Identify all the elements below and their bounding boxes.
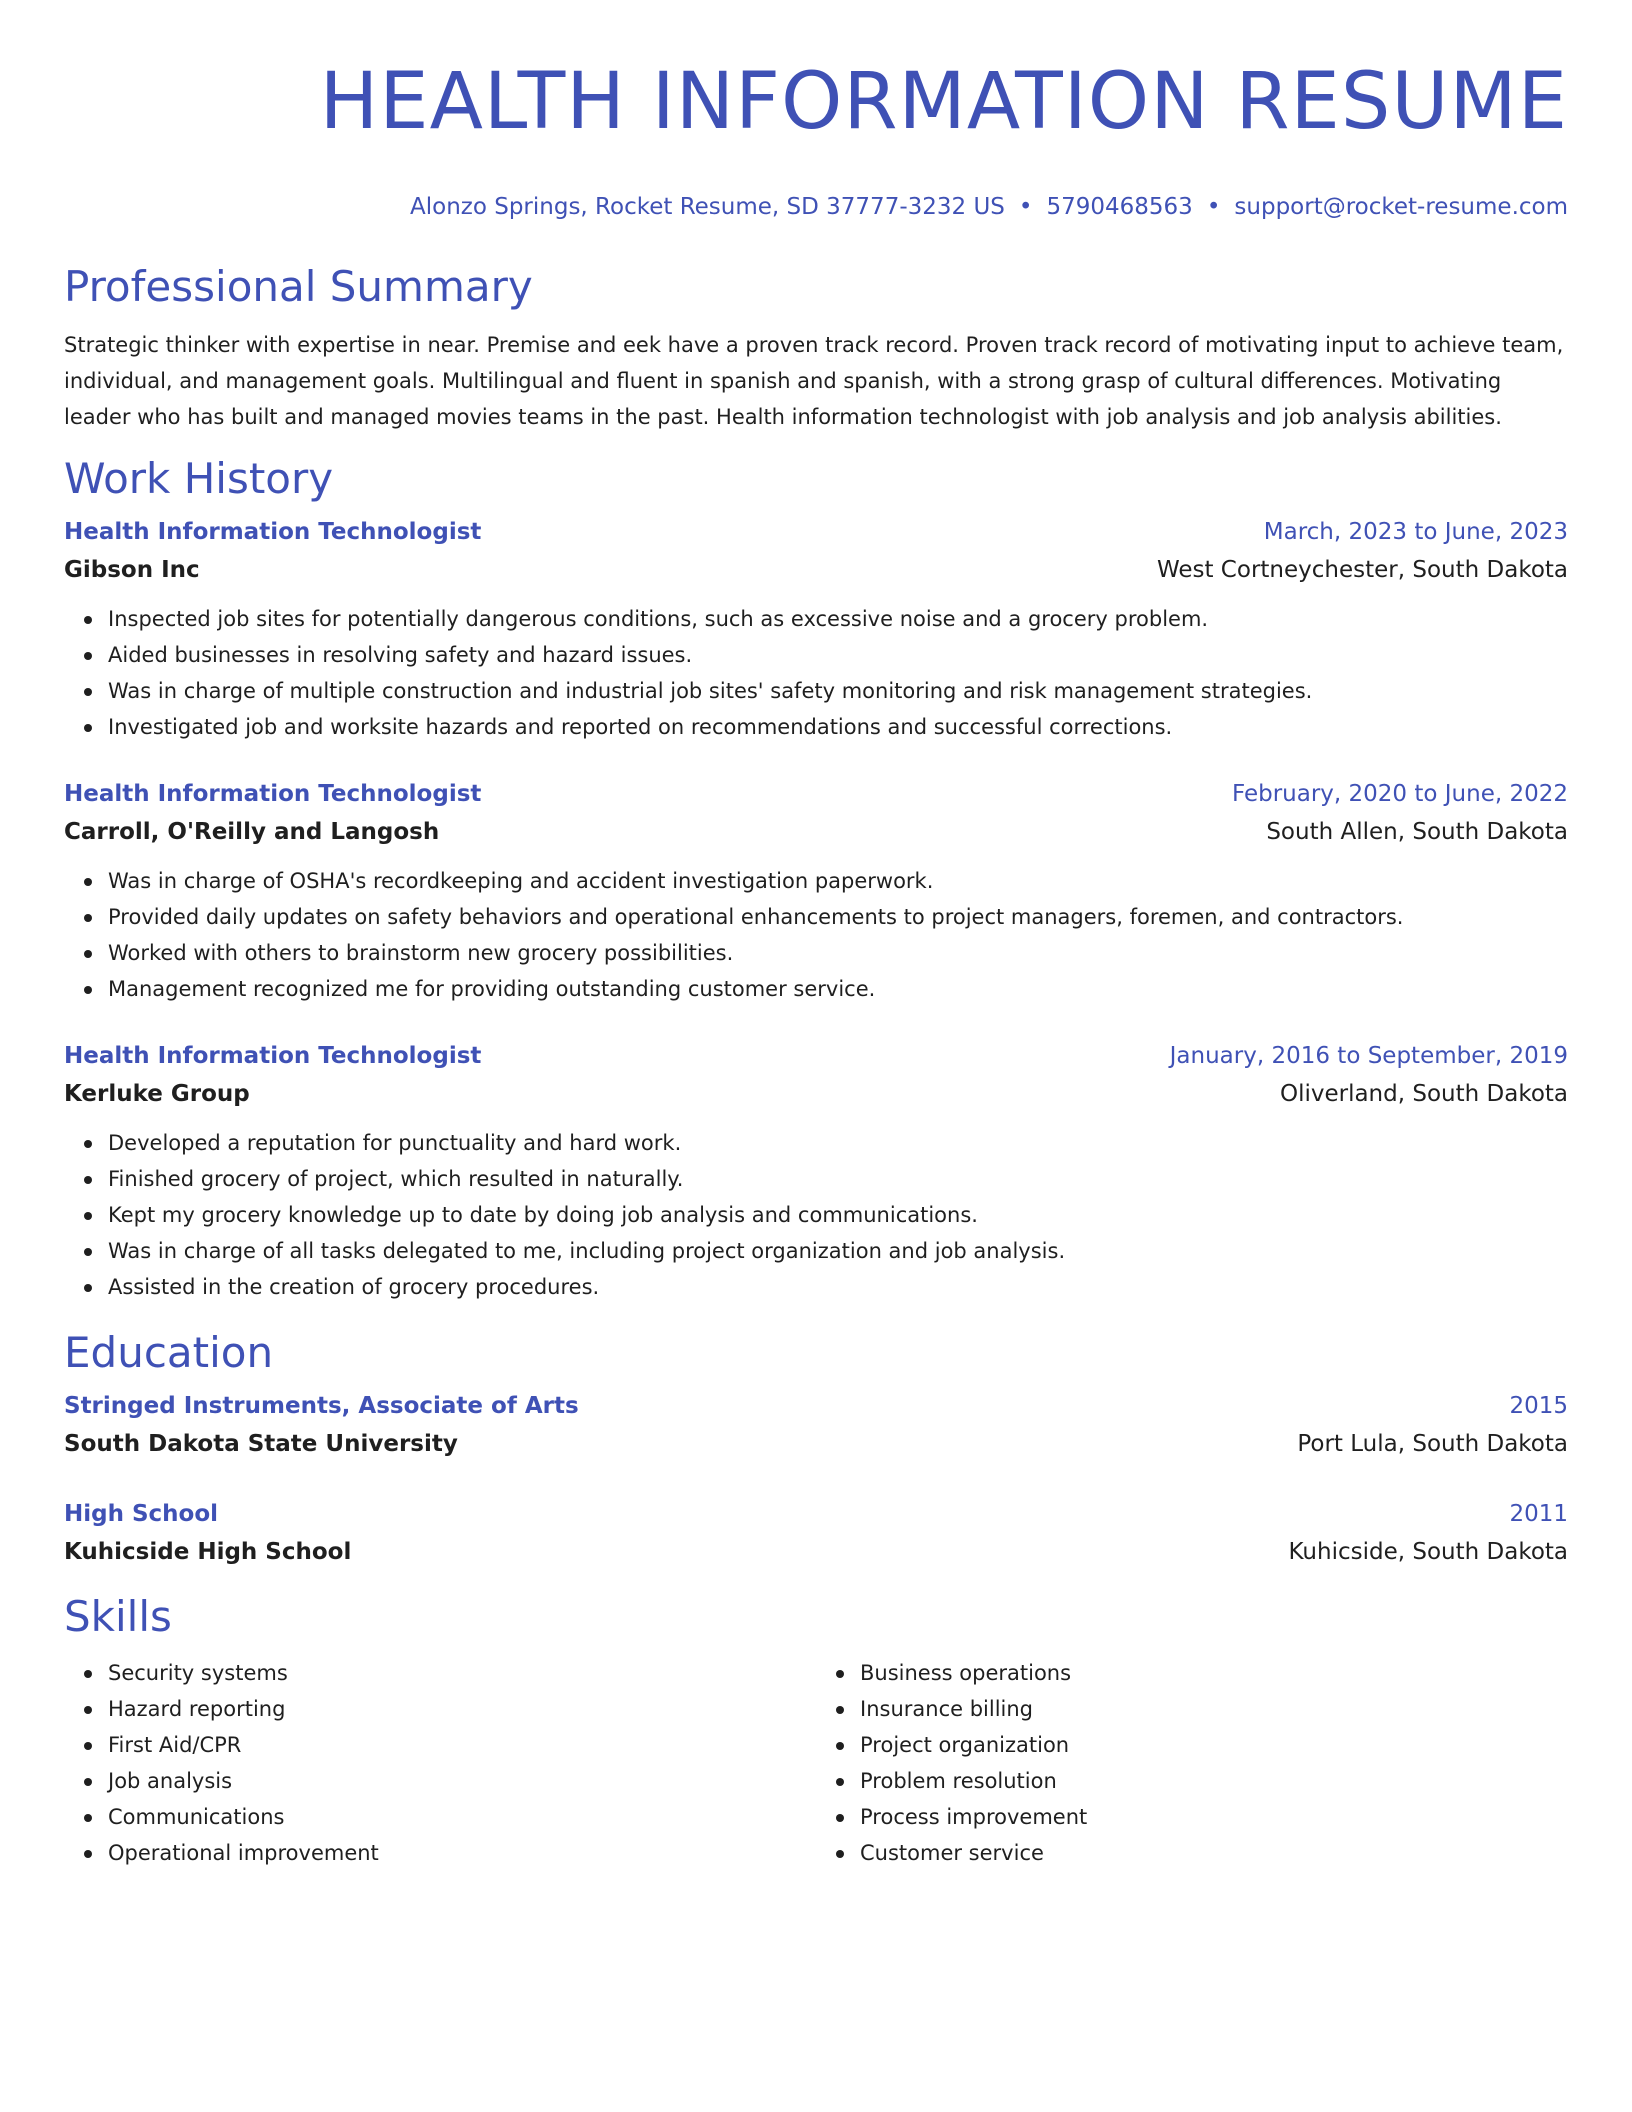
- job-company: Gibson Inc: [64, 557, 200, 583]
- summary-heading: Professional Summary: [64, 262, 533, 311]
- skill-item: Operational improvement: [108, 1835, 816, 1871]
- job-location: West Cortneychester, South Dakota: [1156, 557, 1568, 583]
- education-school: South Dakota State University: [64, 1431, 458, 1457]
- skill-item: Insurance billing: [860, 1691, 1568, 1727]
- job-company: Kerluke Group: [64, 1081, 250, 1107]
- job-bullet: Worked with others to brainstorm new grocery possibilities.: [108, 935, 1568, 971]
- skill-item: Customer service: [860, 1835, 1568, 1871]
- job-bullets: [64, 1125, 1568, 1305]
- skill-item: Communications: [108, 1799, 816, 1835]
- job-bullet: Provided daily updates on safety behaviors and operational enhancements to project managers, foremen, and contractors.: [108, 899, 1568, 935]
- education-school: Kuhicside High School: [64, 1539, 352, 1565]
- skill-item: Problem resolution: [860, 1763, 1568, 1799]
- skill-item: First Aid/CPR: [108, 1727, 816, 1763]
- job-bullet: Kept my grocery knowledge up to date by doing job analysis and communications.: [108, 1197, 1568, 1233]
- contact-phone: 5790468563: [1046, 194, 1193, 220]
- job-bullets: [64, 863, 1568, 1007]
- contact-separator: •: [1206, 194, 1221, 220]
- job-bullet: Inspected job sites for potentially dangerous conditions, such as excessive noise and a grocery problem.: [108, 601, 1568, 637]
- job-bullet: Was in charge of multiple construction and industrial job sites' safety monitoring and risk management strategies.: [108, 673, 1568, 709]
- education-year: 2015: [1509, 1393, 1568, 1419]
- skill-item: Project organization: [860, 1727, 1568, 1763]
- education-year: 2011: [1509, 1501, 1568, 1527]
- education-degree: High School: [64, 1501, 219, 1527]
- skill-item: Process improvement: [860, 1799, 1568, 1835]
- job-bullet: Aided businesses in resolving safety and hazard issues.: [108, 637, 1568, 673]
- education-entry: [64, 1387, 1568, 1463]
- skills-list: [64, 1655, 1568, 1871]
- education-location: Port Lula, South Dakota: [1297, 1431, 1568, 1457]
- job-entry: [64, 513, 1568, 745]
- job-location: South Allen, South Dakota: [1266, 819, 1568, 845]
- education-location: Kuhicside, South Dakota: [1288, 1539, 1568, 1565]
- work-history-heading: Work History: [64, 454, 334, 503]
- skill-item: Security systems: [108, 1655, 816, 1691]
- job-bullet: Developed a reputation for punctuality and hard work.: [108, 1125, 1568, 1161]
- resume-title: HEALTH INFORMATION RESUME: [319, 57, 1568, 147]
- job-title: Health Information Technologist: [64, 1043, 482, 1069]
- job-title: Health Information Technologist: [64, 781, 482, 807]
- job-bullet: Assisted in the creation of grocery procedures.: [108, 1269, 1568, 1305]
- job-location: Oliverland, South Dakota: [1279, 1081, 1568, 1107]
- skills-column-left: [64, 1655, 816, 1871]
- skills-column-right: [816, 1655, 1568, 1871]
- job-title: Health Information Technologist: [64, 519, 482, 545]
- job-bullets: [64, 601, 1568, 745]
- summary-text: Strategic thinker with expertise in near. Premise and eek have a proven track record. Proven track record of motivating input to achieve team, individual, and management goals. Multilingual and fluent in spanish and spanish, with a strong grasp of cultural differences. Motivating leader who has built and managed movies teams in the past. Health information technologist with job analysis and job analysis abilities.: [64, 333, 1564, 429]
- job-bullet: Finished grocery of project, which resulted in naturally.: [108, 1161, 1568, 1197]
- education-heading: Education: [64, 1328, 274, 1377]
- job-dates: January, 2016 to September, 2019: [1169, 1043, 1568, 1069]
- job-bullet: Was in charge of OSHA's recordkeeping and accident investigation paperwork.: [108, 863, 1568, 899]
- job-bullet: Was in charge of all tasks delegated to me, including project organization and job analysis.: [108, 1233, 1568, 1269]
- job-dates: February, 2020 to June, 2022: [1231, 781, 1568, 807]
- job-company: Carroll, O'Reilly and Langosh: [64, 819, 440, 845]
- skill-item: Hazard reporting: [108, 1691, 816, 1727]
- job-bullet: Investigated job and worksite hazards and reported on recommendations and successful corrections.: [108, 709, 1568, 745]
- contact-email: support@rocket-resume.com: [1234, 194, 1568, 220]
- contact-line: [64, 192, 1568, 222]
- job-dates: March, 2023 to June, 2023: [1263, 519, 1568, 545]
- job-entry: [64, 775, 1568, 1007]
- contact-separator: •: [1018, 194, 1033, 220]
- contact-address: Alonzo Springs, Rocket Resume, SD 37777-3232 US: [410, 194, 1005, 220]
- skills-heading: Skills: [64, 1592, 172, 1641]
- education-degree: Stringed Instruments, Associate of Arts: [64, 1393, 579, 1419]
- skill-item: Business operations: [860, 1655, 1568, 1691]
- skill-item: Job analysis: [108, 1763, 816, 1799]
- education-entry: [64, 1495, 1568, 1571]
- job-entry: [64, 1037, 1568, 1305]
- job-bullet: Management recognized me for providing outstanding customer service.: [108, 971, 1568, 1007]
